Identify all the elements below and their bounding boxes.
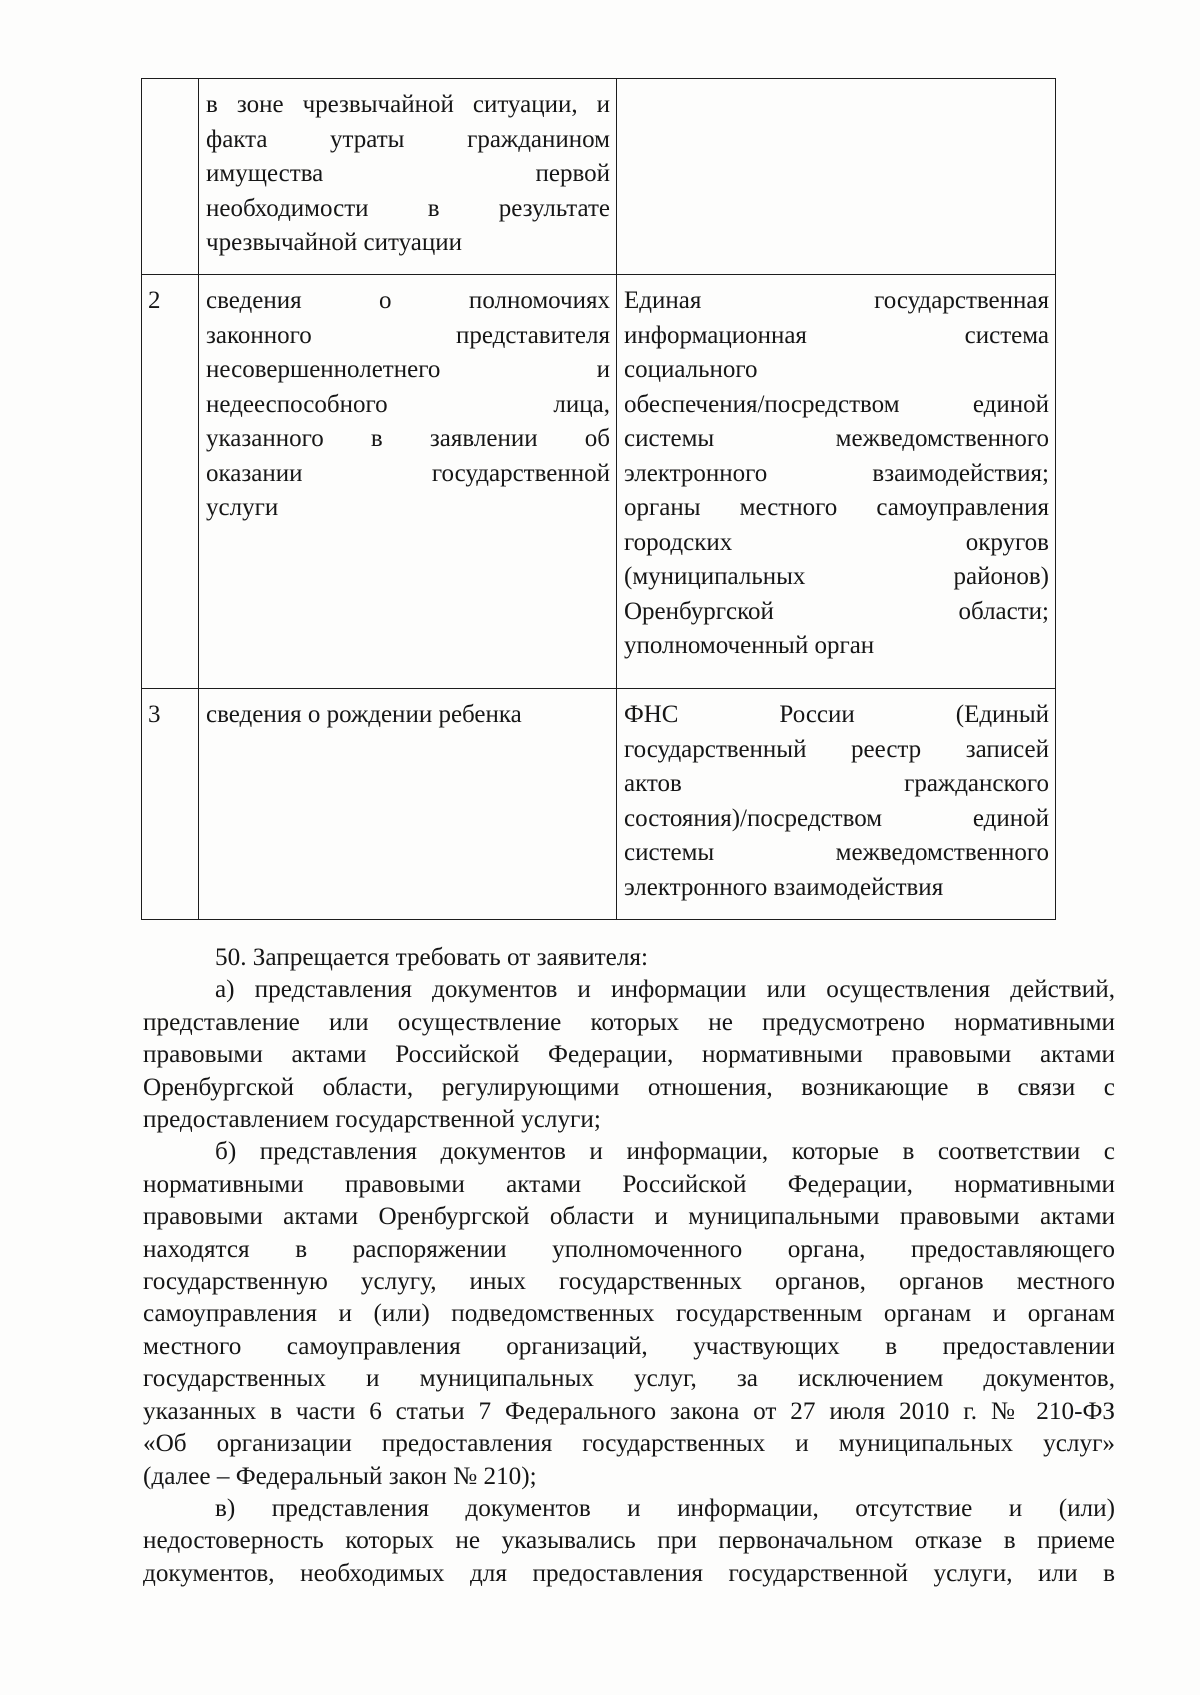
source-cell bbox=[617, 79, 1056, 275]
cell-text-line: электронного взаимодействия; bbox=[624, 459, 1049, 487]
source-cell bbox=[617, 275, 1056, 689]
info-cell bbox=[199, 79, 617, 275]
cell-text-line: услуги bbox=[206, 494, 279, 521]
section-heading: 50. Запрещается требовать от заявителя: bbox=[215, 944, 648, 971]
body-text bbox=[143, 942, 1115, 1590]
cell-text-line: городских округов bbox=[624, 528, 1049, 556]
paragraph bbox=[143, 974, 1115, 1136]
cell-text-line: факта утраты гражданином bbox=[206, 125, 610, 153]
cell-text-line: системы межведомственного bbox=[624, 425, 1049, 452]
cell-text-line: несовершеннолетнего и bbox=[206, 356, 610, 383]
table-body bbox=[142, 79, 1056, 920]
cell-text-line: Единая государственная bbox=[624, 287, 1049, 314]
cell-text-line: указанного в заявлении об bbox=[206, 425, 610, 452]
table-row bbox=[142, 79, 1056, 275]
paragraph-line: правовыми актами Оренбургской области и муниципальными правовыми актами bbox=[143, 1203, 1115, 1231]
cell-text-line: оказании государственной bbox=[206, 459, 610, 487]
paragraph bbox=[143, 1136, 1115, 1492]
cell-text-line: Оренбургской области; bbox=[624, 597, 1049, 625]
cell-text-line: в зоне чрезвычайной ситуации, и bbox=[206, 91, 610, 118]
cell-text-line: обеспечения/посредством единой bbox=[624, 390, 1049, 418]
paragraph-line: представление или осуществление которых не предусмотрено нормативными bbox=[143, 1008, 1115, 1036]
cell-text-line: состояния)/посредством единой bbox=[624, 804, 1049, 832]
paragraph-line: государственных и муниципальных услуг, за исключением документов, bbox=[143, 1365, 1115, 1393]
paragraph-line: Оренбургской области, регулирующими отношения, возникающие в связи с bbox=[143, 1073, 1115, 1101]
paragraph-line: указанных в части 6 статьи 7 Федерального закона от 27 июля 2010 г. № 210-ФЗ bbox=[143, 1397, 1115, 1425]
table-row bbox=[142, 689, 1056, 920]
paragraph-line: б) представления документов и информации, которые в соответствии с bbox=[215, 1138, 1115, 1166]
info-cell bbox=[199, 275, 617, 689]
paragraph-line: недостоверность которых не указывались при первоначальном отказе в приеме bbox=[143, 1527, 1115, 1555]
row-number-cell bbox=[142, 79, 199, 275]
cell-text-line: ФНС России (Единый bbox=[624, 701, 1049, 728]
paragraph-line: (далее – Федеральный закон № 210); bbox=[143, 1462, 537, 1490]
cell-text-line: необходимости в результате bbox=[206, 194, 610, 222]
paragraph-line: государственную услугу, иных государственных органов, органов местного bbox=[143, 1268, 1115, 1296]
paragraph-line: правовыми актами Российской Федерации, нормативными правовыми актами bbox=[143, 1041, 1115, 1069]
paragraph-list bbox=[143, 974, 1115, 1590]
paragraph-line: «Об организации предоставления государственных и муниципальных услуг» bbox=[143, 1430, 1115, 1458]
cell-text-line: имущества первой bbox=[206, 160, 610, 187]
cell-text-line: информационная система bbox=[624, 321, 1049, 349]
paragraph-line: документов, необходимых для предоставления государственной услуги, или в bbox=[143, 1559, 1115, 1587]
cell-text-line: государственный реестр записей bbox=[624, 735, 1049, 763]
cell-text-line: сведения о полномочиях bbox=[206, 287, 610, 314]
paragraph-line: нормативными правовыми актами Российской Федерации, нормативными bbox=[143, 1170, 1115, 1198]
cell-text-line: чрезвычайной ситуации bbox=[206, 229, 462, 256]
cell-text-line: (муниципальных районов) bbox=[624, 563, 1049, 590]
paragraph-line: находятся в распоряжении уполномоченного органа, предоставляющего bbox=[143, 1235, 1115, 1263]
cell-text-line: актов гражданского bbox=[624, 770, 1049, 797]
data-sources-table bbox=[141, 78, 1056, 920]
cell-text-line: уполномоченный орган bbox=[624, 632, 875, 659]
info-cell bbox=[199, 689, 617, 920]
row-number-cell: 3 bbox=[142, 689, 199, 920]
paragraph-line: предоставлением государственной услуги; bbox=[143, 1106, 601, 1134]
cell-text-line: органы местного самоуправления bbox=[624, 494, 1049, 521]
paragraph-line: в) представления документов и информации, отсутствие и (или) bbox=[215, 1494, 1115, 1522]
paragraph-line: а) представления документов и информации или осуществления действий, bbox=[215, 976, 1115, 1004]
paragraph bbox=[143, 1493, 1115, 1590]
row-number-cell: 2 bbox=[142, 275, 199, 689]
cell-text-line: сведения о рождении ребенка bbox=[206, 701, 522, 728]
cell-text-line: системы межведомственного bbox=[624, 839, 1049, 866]
cell-text-line: социального bbox=[624, 356, 758, 383]
paragraph-line: самоуправления и (или) подведомственных государственным органам и органам bbox=[143, 1300, 1115, 1328]
cell-text-line: электронного взаимодействия bbox=[624, 873, 944, 901]
source-cell bbox=[617, 689, 1056, 920]
cell-text-line: законного представителя bbox=[206, 321, 610, 349]
paragraph-line: местного самоуправления организаций, участвующих в предоставлении bbox=[143, 1332, 1115, 1360]
table-row bbox=[142, 275, 1056, 689]
cell-text-line: недееспособного лица, bbox=[206, 390, 610, 418]
